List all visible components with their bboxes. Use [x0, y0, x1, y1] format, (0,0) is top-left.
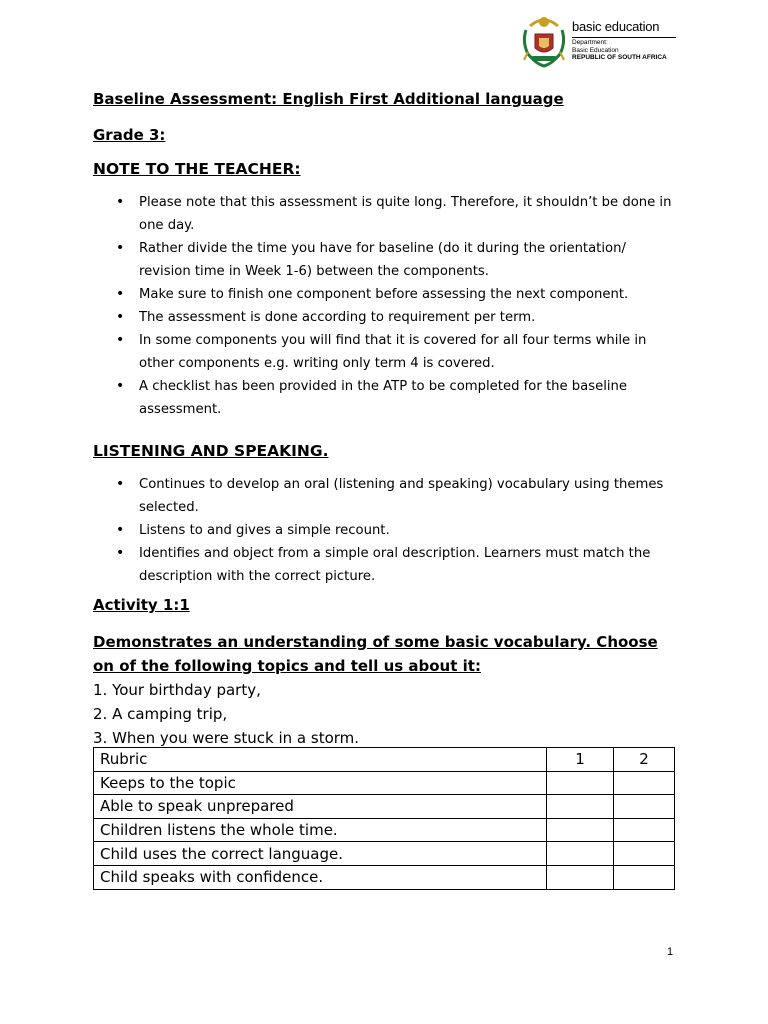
activity-instruction: Demonstrates an understanding of some basic vocabulary. Choose on of the following topics and tell us about it: [93, 633, 658, 675]
score-2-cell[interactable] [614, 795, 675, 819]
table-row [94, 842, 675, 866]
logo-divider [572, 37, 676, 38]
score-2-cell[interactable] [614, 818, 675, 842]
score-2-header-cell: 2 [614, 748, 675, 772]
logo-country-line: REPUBLIC OF SOUTH AFRICA [572, 54, 667, 61]
list-item: • A checklist has been provided in the ATP to be completed for the baseline assessment. [116, 375, 676, 421]
score-1-cell[interactable] [547, 842, 614, 866]
list-item: • Listens to and gives a simple recount. [116, 519, 676, 542]
score-1-cell[interactable] [547, 771, 614, 795]
score-1-cell[interactable] [547, 818, 614, 842]
topic-list [93, 678, 359, 750]
note-heading: NOTE TO THE TEACHER: [93, 160, 301, 178]
criterion-cell: Children listens the whole time. [94, 818, 547, 842]
criterion-cell: Child speaks with confidence. [94, 865, 547, 889]
logo-title: basic education [572, 19, 660, 34]
note-list [116, 191, 676, 421]
rubric-header-cell: Rubric [94, 748, 547, 772]
table-row [94, 818, 675, 842]
list-item: • Continues to develop an oral (listening and speaking) vocabulary using themes selected. [116, 473, 676, 519]
page-number: 1 [667, 946, 674, 958]
criterion-cell: Child uses the correct language. [94, 842, 547, 866]
rubric-table [93, 747, 675, 890]
document-title: Baseline Assessment: English First Additional language [93, 90, 564, 108]
score-2-cell[interactable] [614, 771, 675, 795]
coat-of-arms-icon [520, 12, 568, 68]
list-item: • Please note that this assessment is quite long. Therefore, it shouldn’t be done in one day. [116, 191, 676, 237]
listening-speaking-heading: LISTENING AND SPEAKING. [93, 442, 329, 460]
table-header-row [94, 748, 675, 772]
score-1-cell[interactable] [547, 865, 614, 889]
topic-item: 3. When you were stuck in a storm. [93, 729, 360, 747]
score-1-cell[interactable] [547, 795, 614, 819]
list-item: • Rather divide the time you have for baseline (do it during the orientation/ revision time in Week 1-6) between the components. [116, 237, 676, 283]
criterion-cell: Keeps to the topic [94, 771, 547, 795]
score-2-cell[interactable] [614, 842, 675, 866]
table-row [94, 795, 675, 819]
score-2-cell[interactable] [614, 865, 675, 889]
listening-speaking-list [116, 473, 676, 588]
activity-heading: Activity 1:1 [93, 596, 190, 614]
list-item: • Identifies and object from a simple oral description. Learners must match the description with the correct picture. [116, 542, 676, 588]
department-logo [520, 12, 680, 68]
list-item: • The assessment is done according to requirement per term. [116, 306, 676, 329]
grade-heading: Grade 3: [93, 126, 166, 144]
list-item: • Make sure to finish one component before assessing the next component. [116, 283, 676, 306]
score-1-header-cell: 1 [547, 748, 614, 772]
logo-basic-education-line: Basic Education [572, 47, 619, 54]
table-row [94, 771, 675, 795]
topic-item: 1. Your birthday party, [93, 681, 261, 699]
criterion-cell: Able to speak unprepared [94, 795, 547, 819]
logo-department-line: Department: [572, 39, 608, 46]
table-row [94, 865, 675, 889]
list-item: • In some components you will find that it is covered for all four terms while in other components e.g. writing only term 4 is covered. [116, 329, 676, 375]
topic-item: 2. A camping trip, [93, 705, 228, 723]
